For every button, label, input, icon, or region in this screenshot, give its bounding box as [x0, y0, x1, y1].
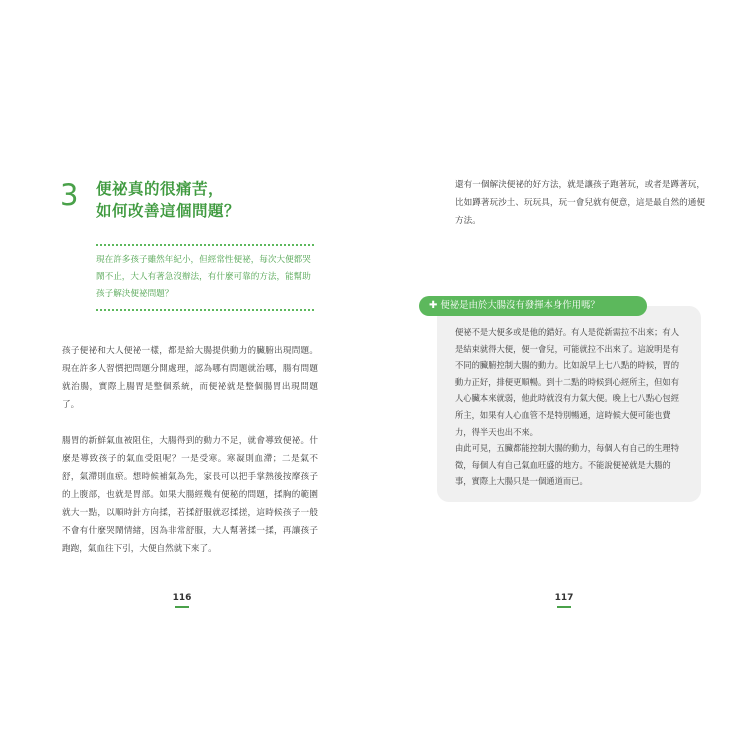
right-paragraph-1: 還有一個解決便祕的好方法，就是讓孩子跑著玩，或者是蹲著玩，比如蹲著玩沙土、玩玩具，玩一會兒就有便意，這是最自然的通便方法。: [455, 180, 705, 226]
chapter-title: [96, 178, 240, 222]
sidebar-title-bar: [419, 296, 647, 316]
chapter-title-line1: 便祕真的很痛苦，: [96, 180, 225, 198]
page-number-right: 117: [549, 593, 579, 608]
sidebar-paragraph-1: 便祕不是大便多或是他的錯好。有人是從新需拉不出來；有人是結束就得大便，便一會兒，可能就拉不出來了。這說明是有不同的臟腑控制大腸的動力。比如說早上七八點的時候，胃的動力正好，排便更順暢。到十二點的時候到心經所主，但如有人心臟本來就弱，他此時就沒有力氣大便。晚上七八點心包經所主，如果有人心血管不是特別暢通，這時候大便可能也費力，得半天也出不來。: [455, 327, 680, 437]
sidebar-paragraph-2: 由此可見，五臟都能控制大腸的動力，每個人有自己的生理特徵，每個人有自己氣血旺盛的地方。不能說便祕就是大腸的事，實際上大腸只是一個通道而已。: [455, 443, 680, 487]
intro-box: 現在許多孩子雖然年紀小，但經常性便祕，每次大便都哭鬧不止，大人有著急沒辦法，有什麼可靠的方法，能幫助孩子解決便祕問題？: [96, 244, 314, 311]
left-paragraph-1: 孩子便祕和大人便祕一樣，都是給大腸提供動力的臟腑出現問題。現在許多人習慣把問題分開處理，認為哪有問題就治哪，腸有問題就治腸，實際上腸胃是整個系統，而便祕就是整個腸胃出現問題了。: [62, 346, 318, 410]
sidebar-title: 便祕是由於大腸沒有發揮本身作用嗎？: [440, 300, 600, 311]
left-paragraph-2: 腸胃的新鮮氣血被阻住，大腸得到的動力不足，就會導致便祕。什麼是導致孩子的氣血受阻呢？一是受寒。寒凝則血滯；二是氣不舒，氣滯則血瘀。想時候補氣為先，家長可以把手掌熱後按摩孩子的上腹部，也就是胃部。如果大腸經幾有便秘的問題，揉胸的範圍就大一點，以順時針方向揉，若揉舒服就忍揉搓，這時候孩子一般不會有什麼哭鬧情緒，因為非常舒服，大人幫著揉一揉，再讓孩子跑跑，氣血往下引，大便自然就下來了。: [62, 436, 318, 554]
right-page: [375, 0, 750, 750]
chapter-number: 3: [60, 178, 79, 212]
plus-icon: ✚: [429, 300, 438, 311]
chapter-title-line2: 如何改善這個問題？: [96, 202, 241, 220]
sidebar-box: [437, 306, 701, 502]
page-number-left: 116: [167, 593, 197, 608]
chapter-heading: [60, 178, 240, 222]
